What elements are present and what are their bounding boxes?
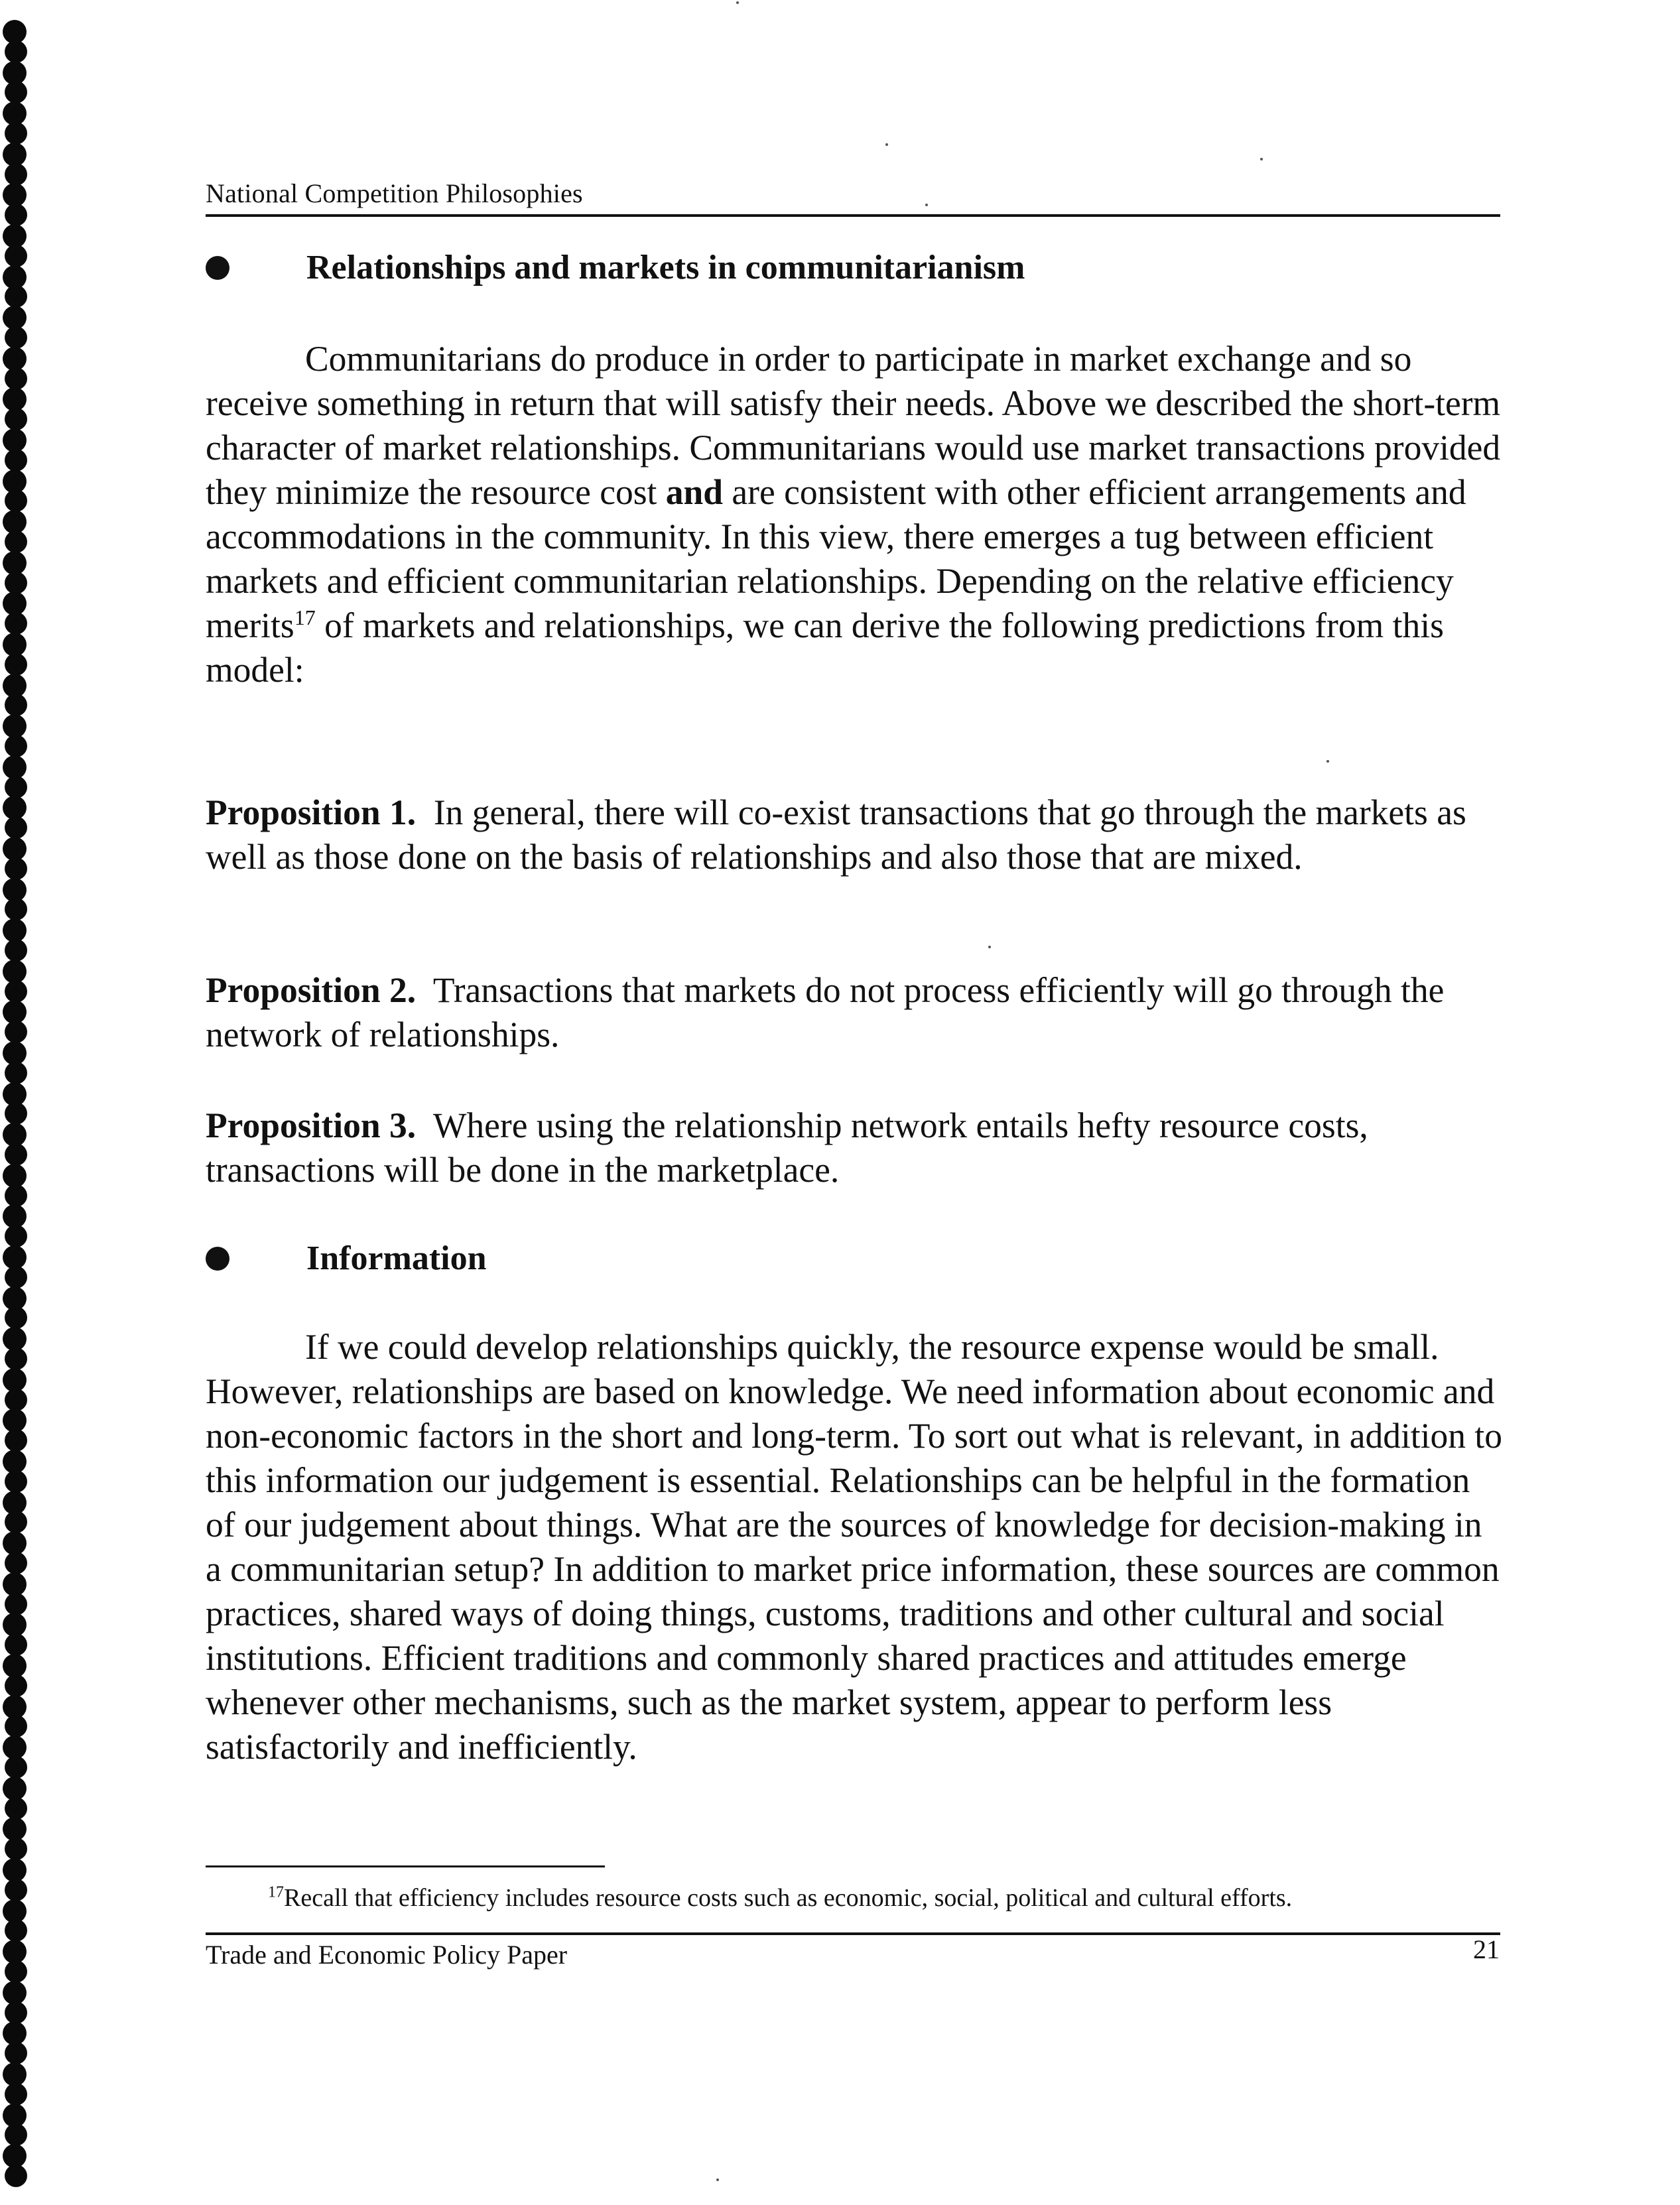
binding-hole	[5, 1389, 27, 1411]
proposition-label: Proposition 3.	[206, 1105, 417, 1145]
paragraph-text: If we could develop relationships quickly, the resource expense would be small. However, relationships are based on knowledge. We need information about economic and non-economic factors in the short and long-term. To sort out what is relevant, in addition to this information our judgement is essential. Relationships can be helpful in the formation of our judgement about things. What are the sources of knowledge for decision-making in a communitarian setup? In addition to market price information, these sources are common practices, shared ways of doing things, customs, traditions and other cultural and social institutions. Efficient traditions and commonly shared practices and attitudes emerge whenever other mechanisms, such as the market system, appear to perform less satisfactorily and inefficiently.	[206, 1327, 1503, 1767]
binding-hole	[5, 1960, 27, 1983]
scan-speck	[716, 2178, 719, 2181]
paragraph-communitarians	[206, 337, 1504, 692]
binding-hole	[5, 1674, 27, 1697]
proposition-1	[206, 790, 1504, 879]
footer-title: Trade and Economic Policy Paper	[206, 1940, 568, 1970]
section-heading-text: Information	[306, 1239, 487, 1277]
running-header: National Competition Philosophies	[206, 178, 583, 208]
binding-hole	[5, 489, 27, 512]
paragraph-text: are consistent with other efficient arrangements and accommodations in the community. In this view, there emerges a tug between efficient markets and efficient communitarian relationships. Depending on the relative efficiency merits	[206, 472, 1466, 645]
binding-hole	[5, 163, 27, 186]
binding-hole	[5, 1306, 27, 1329]
binding-hole	[5, 1225, 27, 1247]
binding-hole	[5, 1838, 27, 1860]
section-heading-information	[206, 1239, 487, 1278]
binding-hole	[5, 81, 27, 103]
binding-hole	[5, 1593, 27, 1615]
binding-hole	[5, 776, 27, 798]
binding-hole	[5, 2165, 27, 2187]
proposition-3	[206, 1103, 1504, 1192]
binding-hole	[5, 367, 27, 390]
binding-hole	[5, 1633, 27, 1656]
footer-rule	[206, 1932, 1500, 1935]
binding-hole	[5, 1021, 27, 1043]
scan-speck	[925, 204, 928, 206]
scan-speck	[1260, 158, 1263, 160]
binding-hole	[5, 1879, 27, 1901]
paragraph-text: Communitarians do produce in order to participate in market exchange and so receive something in return that will satisfy their needs. Above we described the short-term character of market relationships. Communitarians would use market transactions provided they minimize the resource cost	[206, 339, 1501, 512]
binding-hole	[5, 1348, 27, 1370]
section-heading-relationships	[206, 248, 1025, 287]
scan-speck	[885, 143, 888, 146]
binding-hole	[5, 735, 27, 757]
proposition-text: In general, there will co-exist transactions that go through the markets as well as those done on the basis of relationships and also those that are mixed.	[206, 792, 1466, 877]
scan-speck	[988, 946, 991, 948]
binding-hole	[5, 1143, 27, 1166]
proposition-text: Transactions that markets do not process efficiently will go through the network of relationships.	[206, 970, 1445, 1054]
binding-hole	[5, 1266, 27, 1289]
binding-hole	[5, 122, 27, 145]
binding-hole	[5, 449, 27, 472]
binding-hole	[5, 653, 27, 676]
paragraph-text: of markets and relationships, we can derive the following predictions from this model:	[206, 605, 1444, 690]
binding-hole	[5, 1429, 27, 1452]
binding-hole	[5, 816, 27, 839]
proposition-2	[206, 968, 1504, 1057]
proposition-label: Proposition 2.	[206, 970, 417, 1010]
binding-hole	[5, 612, 27, 635]
binding-hole	[5, 1102, 27, 1125]
binding-hole	[5, 2123, 27, 2146]
footnote-separator	[206, 1865, 605, 1867]
paragraph-information	[206, 1325, 1504, 1769]
binding-hole	[5, 2083, 27, 2106]
binding-hole	[5, 2001, 27, 2024]
proposition-label: Proposition 1.	[206, 792, 417, 832]
binding-hole	[5, 1552, 27, 1574]
emphasis-and: and	[665, 472, 724, 512]
binding-hole	[5, 2042, 27, 2064]
binding-hole	[5, 939, 27, 962]
binding-hole	[5, 1470, 27, 1493]
binding-hole	[5, 980, 27, 1003]
binding-hole	[5, 1062, 27, 1084]
scan-speck	[736, 1, 739, 4]
scan-speck	[1326, 760, 1329, 763]
footnote	[268, 1882, 1528, 1914]
footnote-text: Recall that efficiency includes resource costs such as economic, social, political and cultural efforts.	[284, 1884, 1293, 1912]
binding-hole	[5, 1511, 27, 1533]
binding-hole	[5, 1797, 27, 1820]
binding-hole	[5, 204, 27, 226]
binding-hole	[5, 40, 27, 63]
binding-hole	[5, 1184, 27, 1207]
bullet-icon	[206, 1247, 229, 1271]
proposition-text: Where using the relationship network entails hefty resource costs, transactions will be done in the marketplace.	[206, 1105, 1368, 1190]
binding-hole	[5, 408, 27, 430]
binding-hole	[5, 857, 27, 880]
binding-hole	[5, 1756, 27, 1779]
spiral-binding-holes	[3, 20, 29, 2195]
binding-hole	[5, 1715, 27, 1737]
page-number: 21	[1473, 1934, 1500, 1964]
binding-hole	[5, 572, 27, 594]
header-rule	[206, 214, 1500, 217]
footnote-number: 17	[268, 1883, 284, 1901]
section-heading-text: Relationships and markets in communitarianism	[306, 249, 1025, 286]
binding-hole	[5, 694, 27, 716]
binding-hole	[5, 898, 27, 920]
binding-hole	[5, 245, 27, 267]
binding-hole	[5, 326, 27, 349]
binding-hole	[5, 531, 27, 553]
binding-hole	[5, 1919, 27, 1942]
bullet-icon	[206, 256, 229, 280]
binding-hole	[5, 285, 27, 308]
footnote-reference[interactable]: 17	[294, 605, 316, 630]
